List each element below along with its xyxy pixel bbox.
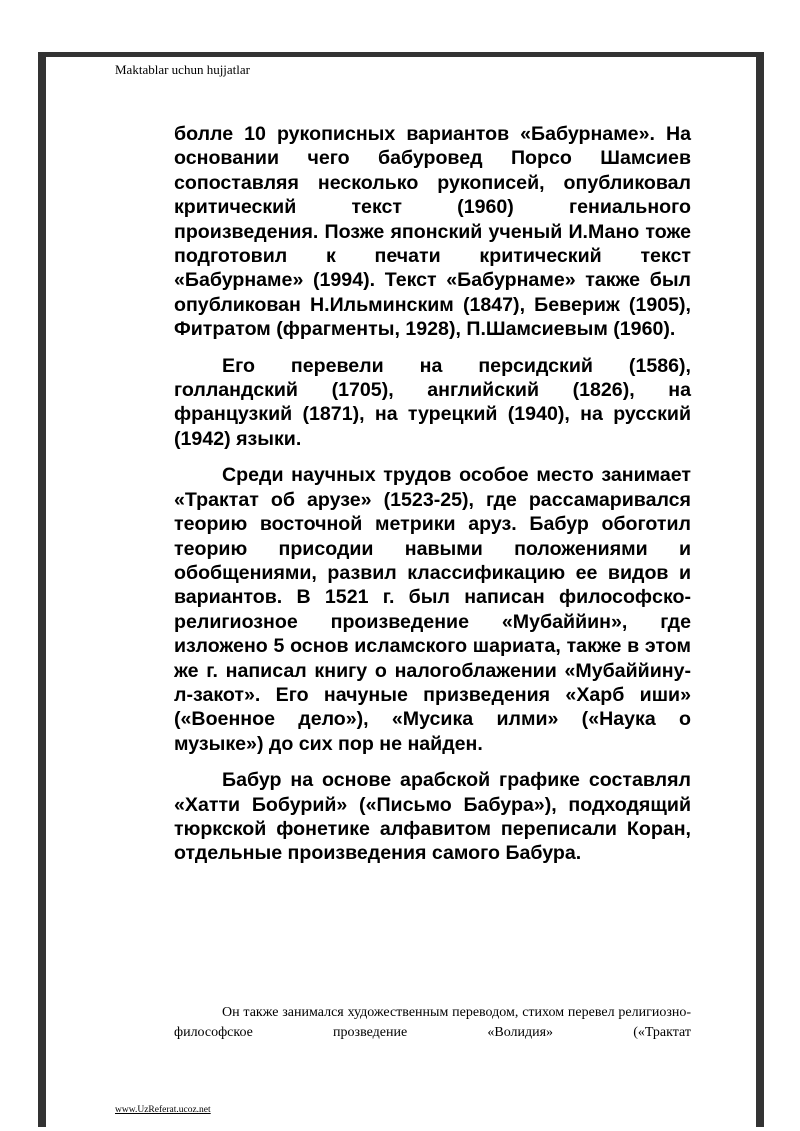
paragraph-continuation: Он также занимался художественным переводом, стихом перевел религиозно-философское прозведение «Волидия» («Трактат [174, 1005, 691, 1040]
paragraph-scientific-works: Среди научных трудов особое место занимает «Трактат об арузе» (1523-25), где рассамаривался теорию восточной метрики аруз. Бабур обоготил теорию присодии навыми положениями и обобщениями, развил классификацию ее видов и вариантов. В 1521 г. был написан философско-религиозное произведение «Мубаййин», где изложено 5 основ исламского шариата, также в этом же г. написал книгу о налогоблажении «Мубаййину-л-закот». Его начуные призведения «Харб иши» («Военное дело»), «Мусика илми» («Наука о музыке») до сих пор не найден. [174, 464, 691, 755]
document-body [174, 122, 691, 866]
footer-link[interactable]: www.UzReferat.ucoz.net [115, 1105, 211, 1115]
paragraph-manuscripts: болле 10 рукописных вариантов «Бабурнаме». На основании чего бабуровед Порсо Шамсиев сопоставляя несколько рукописей, опубликовал критический текст (1960) гениального произведения. Позже японский ученый И.Мано тоже подготовил к печати критический текст «Бабурнаме» (1994). Текст «Бабурнаме» также был опубликован Н.Ильминским (1847), Бевериж (1905), Фитратом (фрагменты, 1928), П.Шамсиевым (1960). [174, 123, 691, 341]
running-header: Maktablar uchun hujjatlar [115, 62, 251, 77]
paragraph-script: Бабур на основе арабской графике составлял «Хатти Бобурий» («Письмо Бабура»), подходящий тюркской фонетике алфавитом переписали Коран, отдельные произведения самого Бабура. [174, 769, 691, 865]
paragraph-translations: Его перевели на персидский (1586), голландский (1705), английский (1826), на французкий (1871), на турецкий (1940), на русский (1942) языки. [174, 354, 691, 450]
